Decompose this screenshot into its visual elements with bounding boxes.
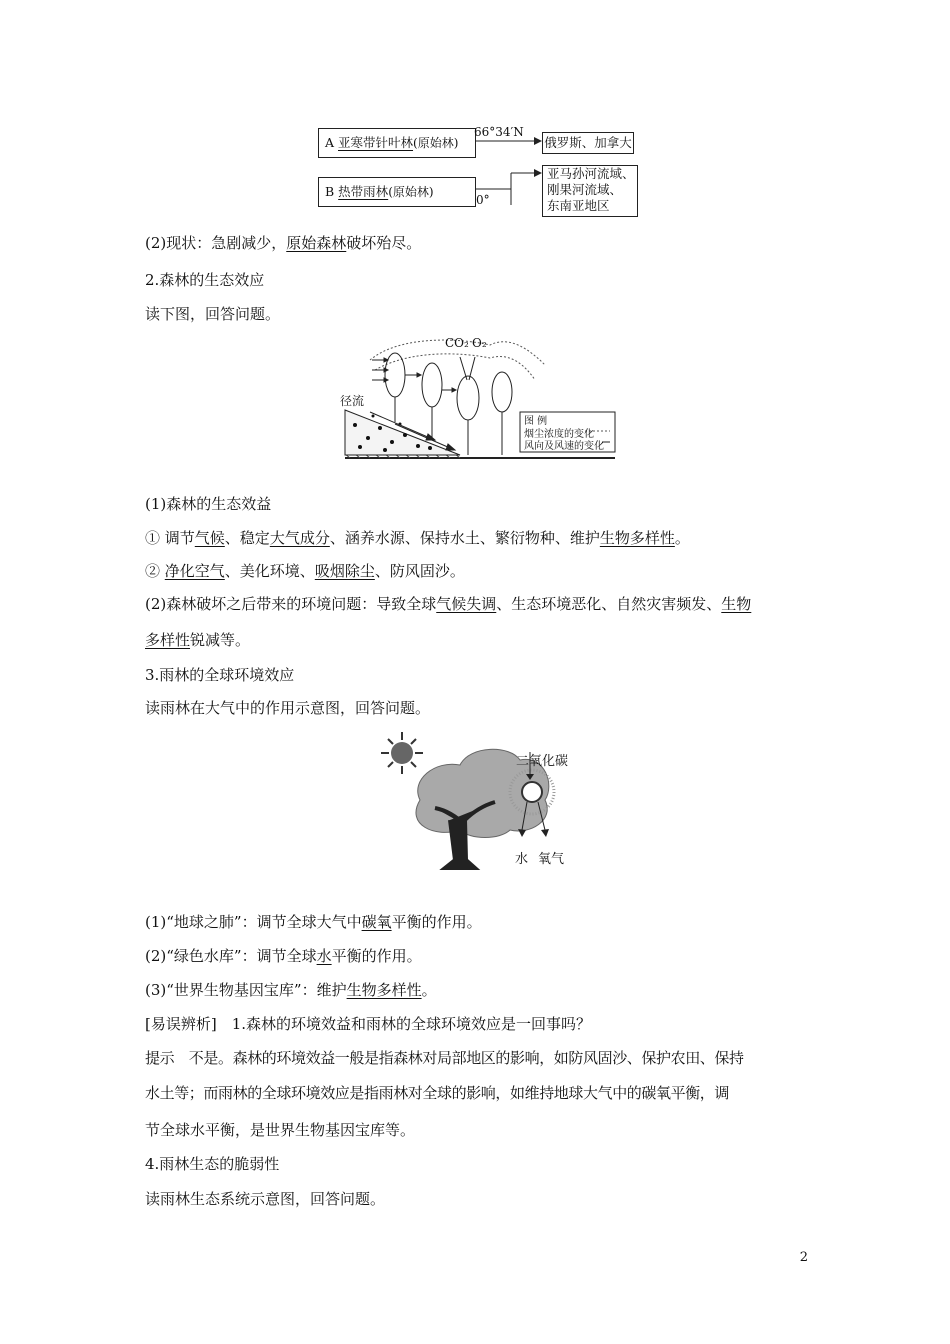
forest-distribution-diagram — [316, 125, 636, 220]
box-a — [318, 128, 476, 158]
box-b-label: 热带雨林 — [338, 184, 389, 199]
p2-u1: 气候失调 — [436, 595, 497, 613]
read-1: 读下图，回答问题。 — [145, 305, 281, 323]
p2-u3: 多样性 — [145, 631, 191, 649]
q1-u1: 碳氧 — [361, 913, 392, 931]
forest-effect-diagram — [340, 330, 620, 460]
q2-u1: 水 — [316, 947, 332, 965]
q2 — [145, 945, 810, 967]
status-underline: 原始森林 — [286, 234, 347, 252]
rainforest-diagram — [380, 730, 580, 870]
p2-line1 — [145, 593, 810, 615]
p1a — [145, 527, 810, 549]
tip-answer-2: 水土等；而雨林的全球环境效应是指雨林对全球的影响，如维持地球大气中的碳氧平衡，调 — [145, 1084, 730, 1102]
heading-3: 3.雨林的全球环境效应 — [145, 666, 295, 684]
p1a-t3: 、涵养水源、保持水土、繁衍物种、维护 — [329, 529, 600, 547]
lat-a: 66°34′N — [474, 125, 524, 139]
status-text-1: (2)现状：急剧减少， — [145, 234, 287, 252]
box-a-prefix: A — [325, 135, 339, 150]
legend-wind: 风向及风速的变化 — [524, 441, 604, 452]
co2-text: 二氧化碳 — [516, 754, 569, 769]
runoff-label: 径流 — [340, 394, 365, 408]
legend-title: 图 例 — [524, 416, 548, 427]
o2-label: O₂ — [472, 336, 487, 350]
p1a-t2: 、稳定 — [224, 529, 270, 547]
p1a-u1: 气候 — [194, 529, 225, 547]
q3 — [145, 979, 810, 1001]
heading-2: 2.森林的生态效应 — [145, 271, 265, 289]
region-b-line1: 亚马孙河流域、 — [547, 166, 635, 181]
p1a-u3: 生物多样性 — [599, 529, 675, 547]
lat-b: 0° — [476, 193, 490, 207]
p1b-t3: 、防风固沙。 — [374, 562, 465, 580]
q2-t2: 平衡的作用。 — [331, 947, 422, 965]
box-a-label: 亚寒带针叶林 — [338, 135, 414, 150]
p1: (1)森林的生态效益 — [145, 495, 272, 513]
tip-answer-3: 节全球水平衡，是世界生物基因宝库等。 — [145, 1121, 416, 1139]
p1b-u1: 净化空气 — [164, 562, 225, 580]
p2-t3: 锐减等。 — [190, 631, 251, 649]
q1-t1: (1)“地球之肺”：调节全球大气中 — [145, 913, 362, 931]
page-number: 2 — [799, 1250, 808, 1265]
q3-t1: (3)“世界生物基因宝库”：维护 — [145, 981, 347, 999]
box-a-note: (原始林) — [413, 136, 459, 150]
p1b-t1: ② — [145, 562, 165, 580]
p1a-t1: ① 调节 — [145, 529, 195, 547]
oxygen-text: 氧气 — [538, 852, 565, 867]
p1b — [145, 560, 810, 582]
co2-label: CO₂ — [445, 336, 469, 350]
q2-t1: (2)“绿色水库”：调节全球 — [145, 947, 317, 965]
tip-answer-1: 提示 不是。森林的环境效益一般是指森林对局部地区的影响，如防风固沙、保护农田、保持 — [145, 1049, 744, 1067]
legend-dust: 烟尘浓度的变化 — [524, 429, 594, 440]
q3-t2: 。 — [421, 981, 437, 999]
heading-4: 4.雨林生态的脆弱性 — [145, 1155, 280, 1173]
p2-line2 — [145, 629, 810, 651]
p2-t1: (2)森林破坏之后带来的环境问题：导致全球 — [145, 595, 437, 613]
box-b — [318, 177, 476, 207]
box-b-prefix: B — [325, 184, 339, 199]
region-b — [542, 165, 638, 217]
status-line — [145, 232, 810, 254]
region-a: 俄罗斯、加拿大 — [542, 132, 634, 154]
status-text-2: 破坏殆尽。 — [346, 234, 422, 252]
p1b-u2: 吸烟除尘 — [314, 562, 375, 580]
region-b-line3: 东南亚地区 — [547, 198, 610, 213]
q1-t2: 平衡的作用。 — [391, 913, 482, 931]
p1b-t2: 、美化环境、 — [224, 562, 315, 580]
water-text: 水 — [515, 852, 529, 867]
p1a-u2: 大气成分 — [269, 529, 330, 547]
read-2: 读雨林在大气中的作用示意图，回答问题。 — [145, 699, 431, 717]
q3-u1: 生物多样性 — [346, 981, 422, 999]
p2-u2: 生物 — [721, 595, 752, 613]
box-b-note: (原始林) — [388, 185, 434, 199]
p2-t2: 、生态环境恶化、自然灾害频发、 — [496, 595, 722, 613]
q1 — [145, 911, 810, 933]
read-3: 读雨林生态系统示意图，回答问题。 — [145, 1190, 386, 1208]
tip-question: [易误辨析] 1.森林的环境效益和雨林的全球环境效应是一回事吗？ — [145, 1015, 592, 1033]
region-b-line2: 刚果河流域、 — [547, 182, 623, 197]
p1a-t4: 。 — [674, 529, 690, 547]
